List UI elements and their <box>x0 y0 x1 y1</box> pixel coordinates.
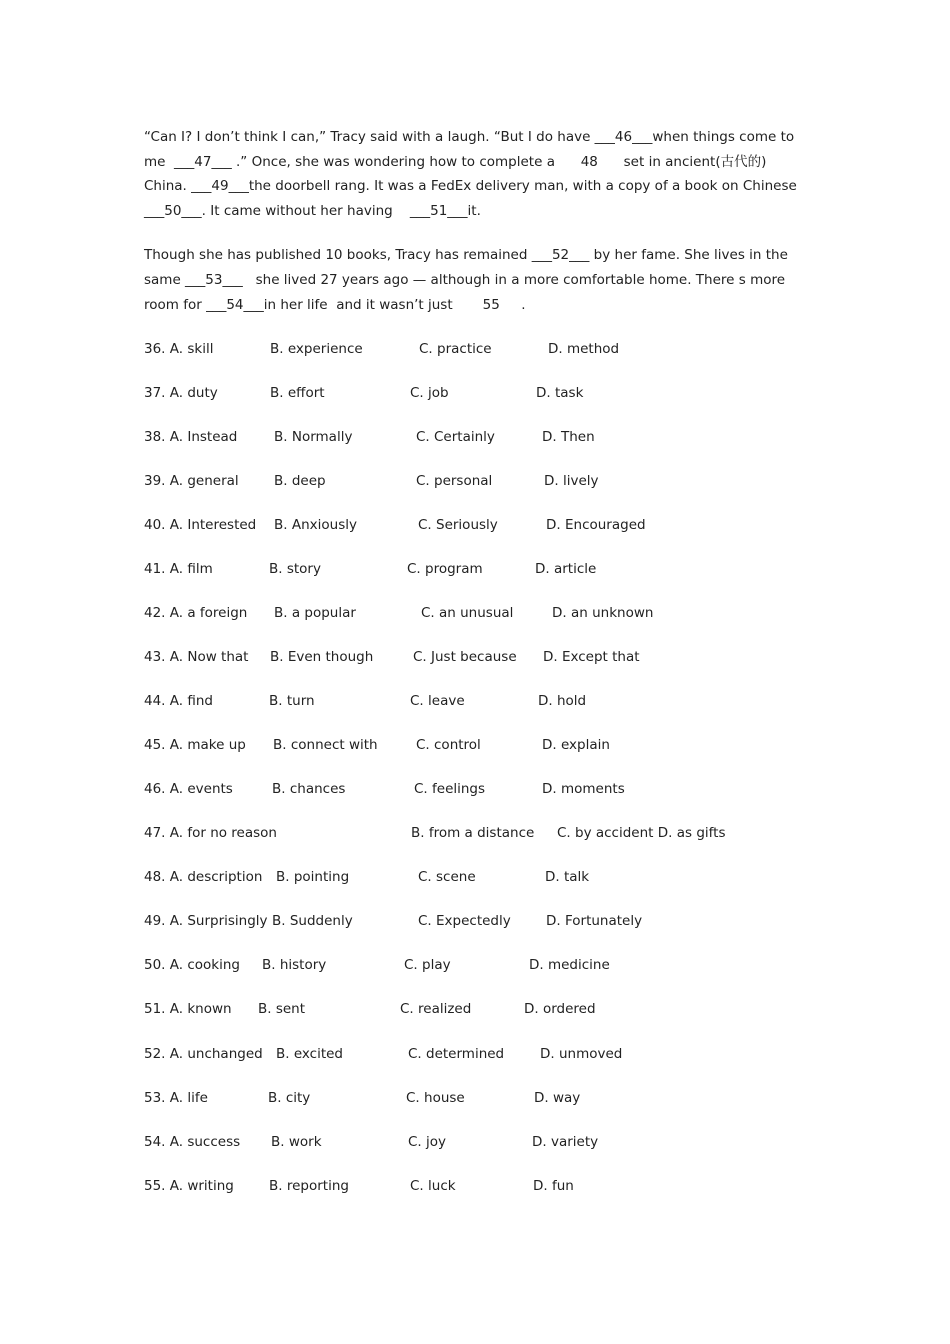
option-c: C. play <box>404 957 451 973</box>
option-b: B. from a distance <box>411 825 535 841</box>
option-c: C. realized <box>400 1001 472 1017</box>
option-c: C. control <box>416 737 481 753</box>
question-row <box>144 1089 844 1107</box>
option-d: D. ordered <box>524 1001 596 1017</box>
option-a: 46. A. events <box>144 781 233 797</box>
option-d: D. explain <box>542 737 610 753</box>
option-a: 48. A. description <box>144 869 263 885</box>
option-b: B. reporting <box>269 1178 349 1194</box>
question-row <box>144 736 844 754</box>
option-a: 55. A. writing <box>144 1178 234 1194</box>
option-b: B. story <box>269 561 321 577</box>
option-a: 51. A. known <box>144 1001 232 1017</box>
option-c: C. Certainly <box>416 429 495 445</box>
option-c: C. Seriously <box>418 517 498 533</box>
option-b: B. history <box>262 957 327 973</box>
option-c: C. scene <box>418 869 476 885</box>
question-row <box>144 1133 844 1151</box>
question-row <box>144 516 844 534</box>
question-row <box>144 912 844 930</box>
option-a: 47. A. for no reason <box>144 825 277 841</box>
question-row <box>144 1000 844 1018</box>
option-d: D. an unknown <box>552 605 654 621</box>
option-a: 42. A. a foreign <box>144 605 248 621</box>
option-c: C. joy <box>408 1134 447 1150</box>
question-row <box>144 384 844 402</box>
paragraph1-line: China. ___49___the doorbell rang. It was a FedEx delivery man, with a copy of a book on Chinese <box>144 178 797 194</box>
option-a: 53. A. life <box>144 1090 208 1106</box>
option-d: D. hold <box>538 693 587 709</box>
paragraph2-line: Though she has published 10 books, Tracy has remained ___52___ by her fame. She lives in the <box>144 247 788 263</box>
paragraph1-line: “Can I? I don’t think I can,” Tracy said with a laugh. “But I do have ___46___when things come to <box>144 129 795 145</box>
option-c: C. Expectedly <box>418 913 511 929</box>
question-row <box>144 340 844 358</box>
option-d: D. unmoved <box>540 1046 623 1062</box>
option-b: B. work <box>271 1134 322 1150</box>
option-a: 36. A. skill <box>144 341 214 357</box>
paragraph2-line: room for ___54___in her life and it wasn’t just 55 . <box>144 297 526 313</box>
option-c: C. job <box>410 385 449 401</box>
option-d: D. moments <box>542 781 625 797</box>
option-b: B. sent <box>258 1001 306 1017</box>
paragraph1-line: ___50___. It came without her having ___51___it. <box>144 203 481 219</box>
option-b: B. Even though <box>270 649 374 665</box>
option-b: B. experience <box>270 341 363 357</box>
option-b: B. turn <box>269 693 315 709</box>
option-d: D. Encouraged <box>546 517 646 533</box>
question-row <box>144 780 844 798</box>
question-row <box>144 648 844 666</box>
question-row <box>144 956 844 974</box>
option-a: 40. A. Interested <box>144 517 257 533</box>
option-d: D. variety <box>532 1134 599 1150</box>
option-c: C. program <box>407 561 483 577</box>
option-d: D. way <box>534 1090 581 1106</box>
option-b: B. excited <box>276 1046 344 1062</box>
option-a: 41. A. film <box>144 561 213 577</box>
option-a: 37. A. duty <box>144 385 218 401</box>
option-b: B. connect with <box>273 737 378 753</box>
option-b: B. deep <box>274 473 326 489</box>
question-row <box>144 1177 844 1195</box>
option-d: D. article <box>535 561 597 577</box>
option-a: 54. A. success <box>144 1134 241 1150</box>
option-a: 50. A. cooking <box>144 957 240 973</box>
option-b: B. Anxiously <box>274 517 357 533</box>
question-row <box>144 1045 844 1063</box>
option-a: 44. A. find <box>144 693 213 709</box>
question-row <box>144 868 844 886</box>
option-d: D. fun <box>533 1178 574 1194</box>
option-d: D. method <box>548 341 620 357</box>
option-a: 43. A. Now that <box>144 649 249 665</box>
option-d: D. talk <box>545 869 590 885</box>
option-d: D. Then <box>542 429 595 445</box>
option-b: B. city <box>268 1090 311 1106</box>
option-b: B. chances <box>272 781 346 797</box>
option-a: 52. A. unchanged <box>144 1046 263 1062</box>
option-c: C. by accident D. as gifts <box>557 825 726 841</box>
option-b: B. a popular <box>274 605 356 621</box>
option-d: D. Except that <box>543 649 640 665</box>
option-d: D. task <box>536 385 584 401</box>
option-c: C. determined <box>408 1046 505 1062</box>
paragraph1-line: me ___47___ .” Once, she was wondering how to complete a 48 set in ancient(古代的) <box>144 154 767 170</box>
option-a: 38. A. Instead <box>144 429 238 445</box>
paragraph2-line: same ___53___ she lived 27 years ago — although in a more comfortable home. There s more <box>144 272 786 288</box>
option-b: B. Normally <box>274 429 353 445</box>
option-d: D. lively <box>544 473 599 489</box>
question-row <box>144 692 844 710</box>
option-c: C. an unusual <box>421 605 514 621</box>
option-c: C. practice <box>419 341 492 357</box>
option-b: B. pointing <box>276 869 350 885</box>
option-a: 45. A. make up <box>144 737 246 753</box>
option-c: C. leave <box>410 693 465 709</box>
option-c: C. luck <box>410 1178 456 1194</box>
question-row <box>144 604 844 622</box>
question-row <box>144 472 844 490</box>
option-d: D. Fortunately <box>546 913 643 929</box>
option-c: C. feelings <box>414 781 486 797</box>
option-c: C. personal <box>416 473 493 489</box>
option-b: B. effort <box>270 385 325 401</box>
question-row <box>144 428 844 446</box>
option-b: B. Suddenly <box>272 913 353 929</box>
question-row <box>144 824 844 842</box>
option-a: 49. A. Surprisingly <box>144 913 268 929</box>
option-d: D. medicine <box>529 957 610 973</box>
question-row <box>144 560 844 578</box>
option-c: C. house <box>406 1090 465 1106</box>
option-a: 39. A. general <box>144 473 239 489</box>
option-c: C. Just because <box>413 649 517 665</box>
